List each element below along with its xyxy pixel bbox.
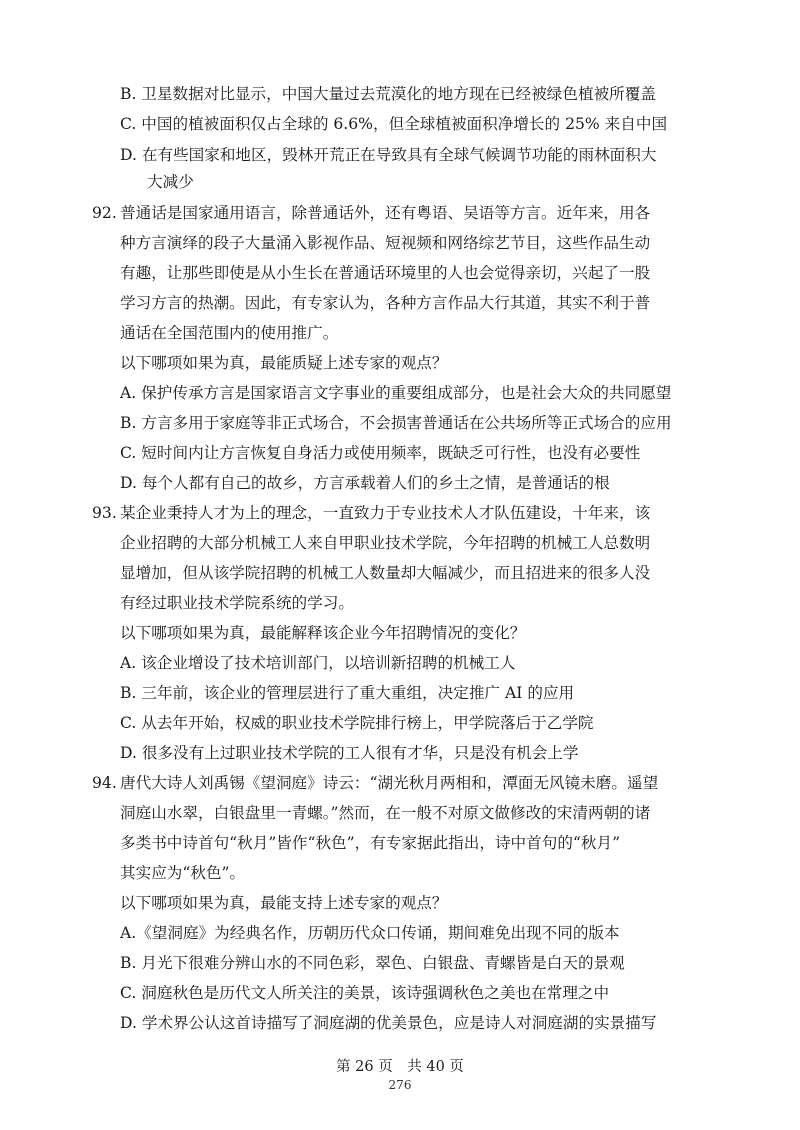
q92-option-d: D. 每个人都有自己的故乡，方言承载着人们的乡土之情，是普通话的根 <box>120 474 610 492</box>
q92-stem-line-2: 种方言演绎的段子大量涌入影视作品、短视频和网络综艺节目，这些作品生动 <box>120 234 651 252</box>
q92-stem-line-4: 学习方言的热潮。因此，有专家认为，各种方言作品大行其道，其实不利于普 <box>120 294 651 312</box>
q93-option-b: B. 三年前，该企业的管理层进行了重大重组，决定推广 AI 的应用 <box>120 684 575 702</box>
q91-option-d: D. 在有些国家和地区，毁林开荒正在导致具有全球气候调节功能的雨林面积大 <box>120 146 657 164</box>
q93-stem-line-2: 企业招聘的大部分机械工人来自甲职业技术学院，今年招聘的机械工人总数明 <box>120 534 651 552</box>
q94-stem-line-1: 唐代大诗人刘禹锡《望洞庭》诗云：“湖光秋月两相和，潭面无风镜未磨。遥望 <box>120 774 659 792</box>
q92-stem-line-1: 普通话是国家通用语言，除普通话外，还有粤语、吴语等方言。近年来，用各 <box>120 204 651 222</box>
q94-stem-line-2: 洞庭山水翠，白银盘里一青螺。”然而，在一般不对原文做修改的宋清两朝的诸 <box>120 804 651 822</box>
q94-option-a: A.《望洞庭》为经典名作，历朝历代众口传诵，期间难免出现不同的版本 <box>120 924 620 942</box>
q94-stem-line-3: 多类书中诗首句“秋月”皆作“秋色”，有专家据此指出，诗中首句的“秋月” <box>120 834 621 852</box>
q93-option-c: C. 从去年开始，权威的职业技术学院排行榜上，甲学院落后于乙学院 <box>120 714 594 732</box>
q93-option-a: A. 该企业增设了技术培训部门，以培训新招聘的机械工人 <box>120 654 516 672</box>
q94-option-d: D. 学术界公认这首诗描写了洞庭湖的优美景色，应是诗人对洞庭湖的实景描写 <box>120 1014 657 1032</box>
q94-stem-line-4: 其实应为“秋色”。 <box>120 864 246 882</box>
q91-option-d-continuation: 大减少 <box>147 173 194 191</box>
q93-option-d: D. 很多没有上过职业技术学院的工人很有才华，只是没有机会上学 <box>120 744 579 762</box>
q92-prompt: 以下哪项如果为真，最能质疑上述专家的观点？ <box>120 354 448 372</box>
q94-number: 94. <box>92 774 117 792</box>
q94-prompt: 以下哪项如果为真，最能支持上述专家的观点？ <box>120 894 448 912</box>
q92-option-c: C. 短时间内让方言恢复自身活力或使用频率，既缺乏可行性，也没有必要性 <box>120 444 641 462</box>
q93-stem-line-1: 某企业秉持人才为上的理念，一直致力于专业技术人才队伍建设，十年来，该 <box>120 504 651 522</box>
q92-number: 92. <box>92 204 117 222</box>
q92-option-a: A. 保护传承方言是国家语言文字事业的重要组成部分，也是社会大众的共同愿望 <box>120 384 672 402</box>
page-footer-label: 第 26 页 共 40 页 <box>336 1059 464 1075</box>
q93-stem-line-4: 有经过职业技术学院系统的学习。 <box>120 594 354 612</box>
q92-option-b: B. 方言多用于家庭等非正式场合，不会损害普通话在公共场所等正式场合的应用 <box>120 414 672 432</box>
q94-option-c: C. 洞庭秋色是历代文人所关注的美景，该诗强调秋色之美也在常理之中 <box>120 984 610 1002</box>
q91-option-c: C. 中国的植被面积仅占全球的 6.6%，但全球植被面积净增长的 25% 来自中国 <box>120 115 668 133</box>
q93-number: 93. <box>92 504 117 522</box>
q93-prompt: 以下哪项如果为真，最能解释该企业今年招聘情况的变化？ <box>120 624 526 642</box>
q92-stem-line-3: 有趣，让那些即使是从小生长在普通话环境里的人也会觉得亲切，兴起了一股 <box>120 264 651 282</box>
q93-stem-line-3: 显增加，但从该学院招聘的机械工人数量却大幅减少，而且招进来的很多人没 <box>120 564 651 582</box>
q92-stem-line-5: 通话在全国范围内的使用推广。 <box>120 324 339 342</box>
page-number: 276 <box>388 1078 412 1092</box>
q91-option-b: B. 卫星数据对比显示，中国大量过去荒漠化的地方现在已经被绿色植被所覆盖 <box>120 85 656 103</box>
q94-option-b: B. 月光下很难分辨山水的不同色彩，翠色、白银盘、青螺皆是白天的景观 <box>120 954 625 972</box>
